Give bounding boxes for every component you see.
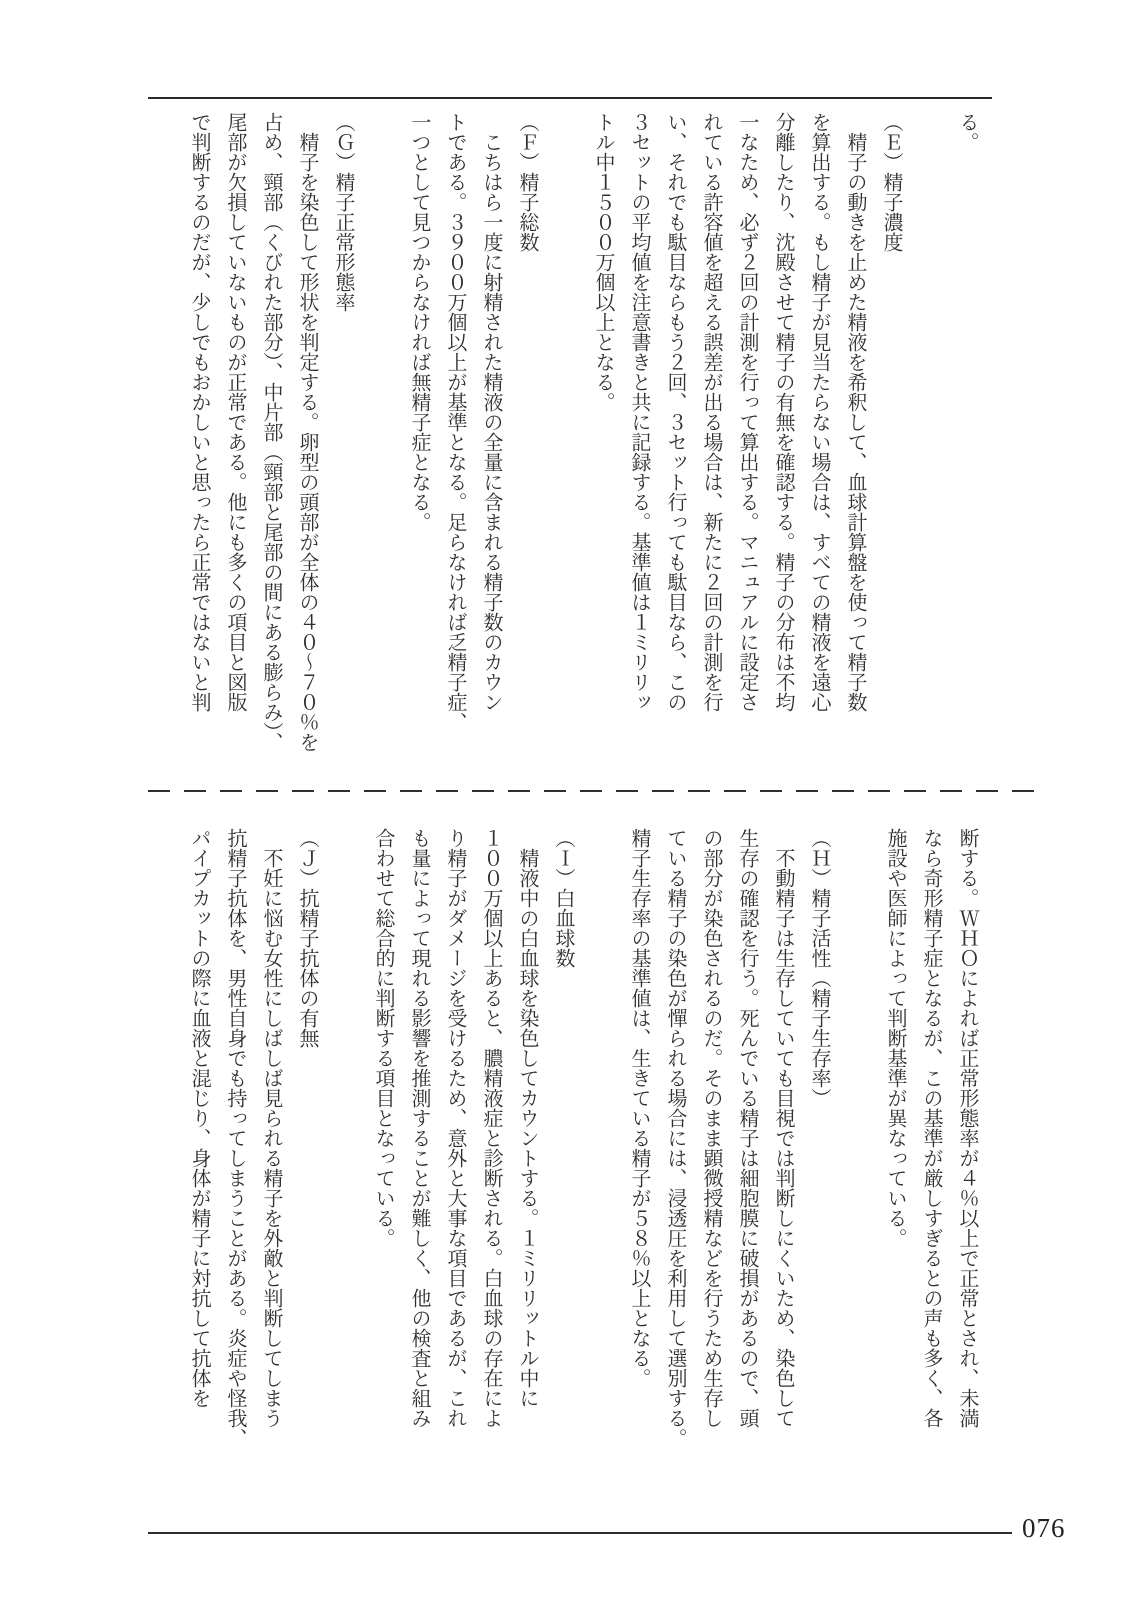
text-column: れている許容値を超える誤差が出る場合は、新たに２回の計測を行 <box>700 112 722 712</box>
text-column: も量によって現れる影響を推測することが難しく、他の検査と組み <box>408 828 430 1428</box>
text-column: トである。３９００万個以上が基準となる。足らなければ乏精子症、 <box>444 112 466 732</box>
section-heading-f: （Ｆ）精子総数 <box>516 112 538 252</box>
text-column: 不妊に悩む女性にしばしば見られる精子を外敵と判断してしまう <box>260 828 282 1428</box>
text-column: を算出する。もし精子が見当たらない場合は、すべての精液を遠心 <box>808 112 830 712</box>
page-number: 076 <box>1022 1513 1066 1543</box>
section-heading-h: （Ｈ）精子活性（精子生存率） <box>808 828 830 1108</box>
text-column: ３セットの平均値を注意書きと共に記録する。基準値は１ミリリッ <box>628 112 650 712</box>
text-column: 精液中の白血球を染色してカウントする。１ミリリットル中に <box>516 828 538 1408</box>
text-column: 尾部が欠損していないものが正常である。他にも多くの項目と図版 <box>224 112 246 712</box>
footer-rule <box>148 1532 1012 1534</box>
text-column: １００万個以上あると、膿精液症と診断される。白血球の存在によ <box>480 828 502 1428</box>
text-column: こちはら一度に射精された精液の全量に含まれる精子数のカウン <box>480 112 502 712</box>
text-column: 一なため、必ず２回の計測を行って算出する。マニュアルに設定さ <box>736 112 758 712</box>
text-column: い、それでも駄目ならもう２回、３セット行っても駄目なら、この <box>664 112 686 712</box>
text-column: 分離したり、沈殿させて精子の有無を確認する。精子の分布は不均 <box>772 112 794 712</box>
text-column: り精子がダメージを受けるため、意外と大事な項目であるが、これ <box>444 828 466 1428</box>
text-column: の部分が染色されるのだ。そのまま顕微授精などを行うため生存し <box>700 828 722 1428</box>
text-column: 占め、頸部（くびれた部分）、中片部（頸部と尾部の間にある膨らみ）、 <box>260 112 282 752</box>
text-column: 精子の動きを止めた精液を希釈して、血球計算盤を使って精子数 <box>844 112 866 712</box>
section-heading-e: （Ｅ）精子濃度 <box>880 112 902 252</box>
text-column: で判断するのだが、少しでもおかしいと思ったら正常ではないと判 <box>188 112 210 712</box>
text-column: 一つとして見つからなければ無精子症となる。 <box>408 112 430 532</box>
text-column: 不動精子は生存していても目視では判断しにくいため、染色して <box>772 828 794 1428</box>
dashed-section-divider <box>148 790 1038 792</box>
text-column: 合わせて総合的に判断する項目となっている。 <box>372 828 394 1248</box>
text-column: 精子を染色して形状を判定する。卵型の頭部が全体の４０～７０％を <box>296 112 318 752</box>
text-column: トル中１５００万個以上となる。 <box>592 112 614 412</box>
paragraph-continuation-column: る。 <box>956 112 978 152</box>
text-column: パイプカットの際に血液と混じり、身体が精子に対抗して抗体を <box>188 828 210 1408</box>
text-column: 施設や医師によって判断基準が異なっている。 <box>884 828 906 1248</box>
section-heading-j: （Ｊ）抗精子抗体の有無 <box>296 828 318 1048</box>
text-column: 抗精子抗体を、男性自身でも持ってしまうことがある。炎症や怪我、 <box>224 828 246 1448</box>
lower-text-block <box>181 828 985 1506</box>
upper-text-block <box>181 112 985 790</box>
header-rule <box>148 97 992 99</box>
paragraph-continuation-column: 断する。ＷＨＯによれば正常形態率が４％以上で正常とされ、未満 <box>956 828 978 1428</box>
text-column: 生存の確認を行う。死んでいる精子は細胞膜に破損があるので、頭 <box>736 828 758 1428</box>
text-column: なら奇形精子症となるが、この基準が厳しすぎるとの声も多く、各 <box>920 828 942 1428</box>
text-column: ている精子の染色が憚られる場合には、浸透圧を利用して選別する。 <box>664 828 686 1448</box>
section-heading-i: （Ｉ）白血球数 <box>552 828 574 968</box>
text-column: 精子生存率の基準値は、生きている精子が５８％以上となる。 <box>628 828 650 1388</box>
section-heading-g: （Ｇ）精子正常形態率 <box>332 112 354 312</box>
